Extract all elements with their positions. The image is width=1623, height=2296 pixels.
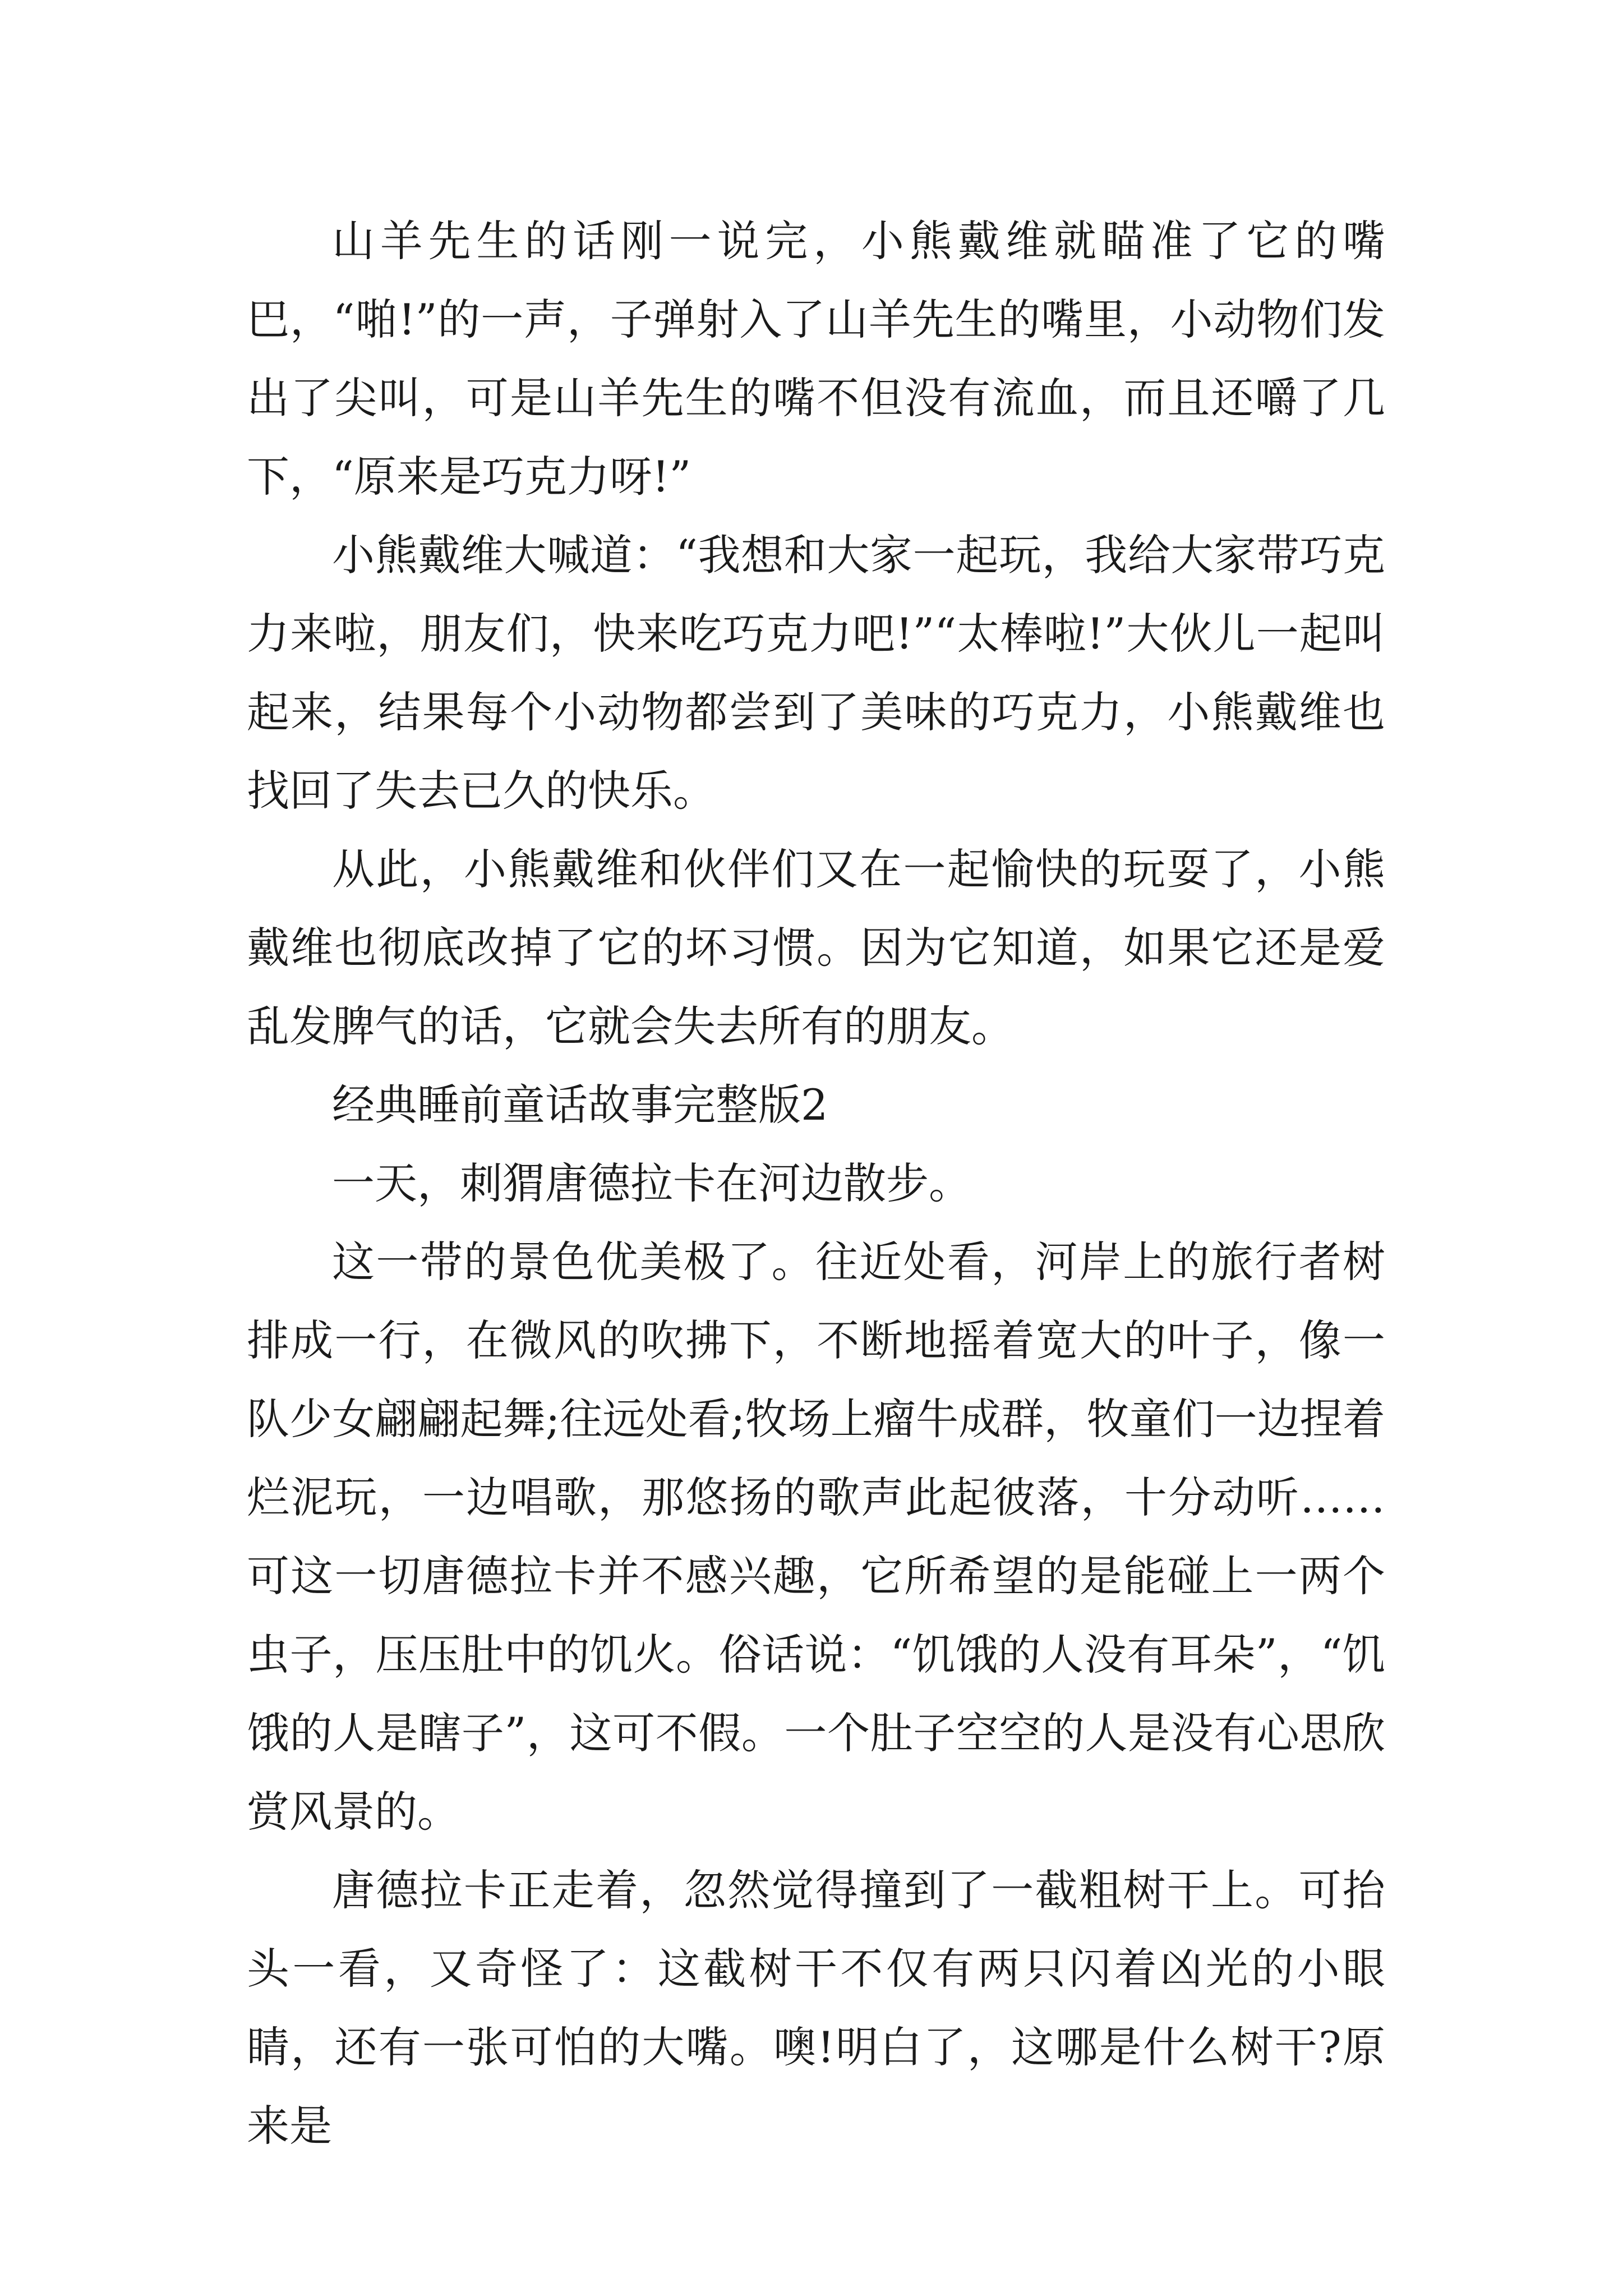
paragraph-6: 唐德拉卡正走着，忽然觉得撞到了一截粗树干上。可抬头一看，又奇怪了：这截树干不仅有两只闪着凶光的小眼睛，还有一张可怕的大嘴。噢!明白了，这哪是什么树干?原来是 — [247, 1865, 1385, 2151]
paragraph-2: 小熊戴维大喊道：“我想和大家一起玩，我给大家带巧克力来啦，朋友们，快来吃巧克力吧!”“太棒啦!”大伙儿一起叫起来，结果每个小动物都尝到了美味的巧克力，小熊戴维也找回了失去已久的快乐。 — [247, 530, 1385, 816]
paragraph-3: 从此，小熊戴维和伙伴们又在一起愉快的玩耍了，小熊戴维也彻底改掉了它的坏习惯。因为它知道，如果它还是爱乱发脾气的话，它就会失去所有的朋友。 — [247, 844, 1385, 1051]
paragraph-1: 山羊先生的话刚一说完，小熊戴维就瞄准了它的嘴巴，“啪!”的一声，子弹射入了山羊先生的嘴里，小动物们发出了尖叫，可是山羊先生的嘴不但没有流血，而且还嚼了几下，“原来是巧克力呀!” — [247, 216, 1385, 501]
paragraph-5: 这一带的景色优美极了。往近处看，河岸上的旅行者树排成一行，在微风的吹拂下，不断地摇着宽大的叶子，像一队少女翩翩起舞;往远处看;牧场上瘤牛成群，牧童们一边捏着烂泥玩，一边唱歌，那悠扬的歌声此起彼落，十分动听……可这一切唐德拉卡并不感兴趣，它所希望的是能碰上一两个虫子，压压肚中的饥火。俗话说：“饥饿的人没有耳朵”，“饥饿的人是瞎子”，这可不假。一个肚子空空的人是没有心思欣赏风景的。 — [247, 1237, 1385, 1837]
document-body — [247, 202, 1385, 2165]
section-heading: 经典睡前童话故事完整版2 — [332, 1080, 828, 1130]
paragraph-4: 一天，刺猬唐德拉卡在河边散步。 — [332, 1158, 971, 1208]
